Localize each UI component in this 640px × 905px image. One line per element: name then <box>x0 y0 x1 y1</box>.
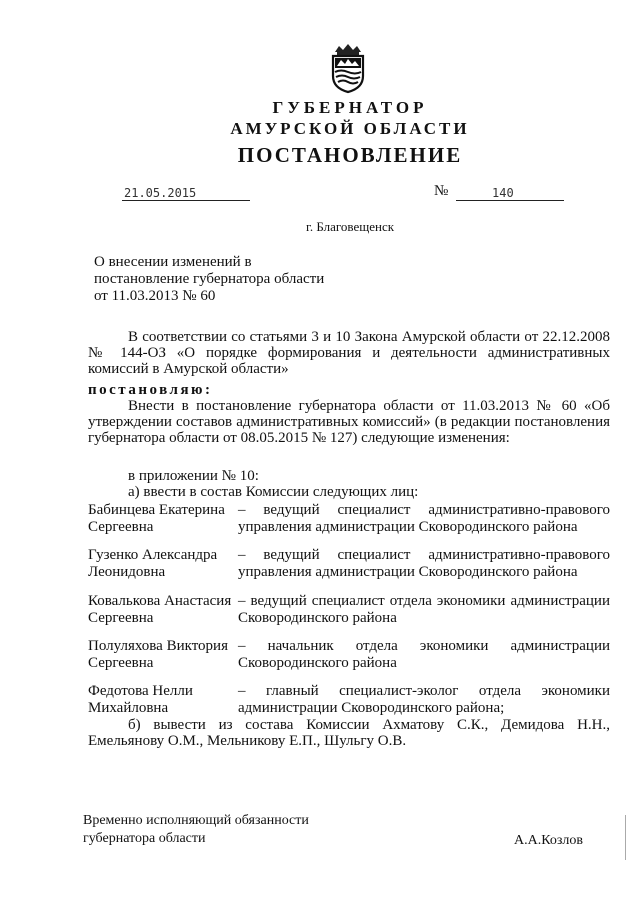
person-name: Полуляхова Виктория Сергеевна <box>88 638 228 671</box>
document-number: 140 <box>492 186 514 200</box>
item-b-paragraph: б) вывести из состава Комиссии Ахматову С.К., Демидова Н.Н., Емельянову О.М., Мельникову Е.П., Шульгу О.В. <box>88 717 610 749</box>
date-underline <box>122 200 250 201</box>
person-name: Гузенко Александра Леонидовна <box>88 547 218 580</box>
person-description: – ведущий специалист административно-правового управления администрации Сковородинского района <box>238 502 610 535</box>
signature-title-line1: Временно исполняющий обязанности <box>83 813 309 828</box>
person-description: – ведущий специалист отдела экономики администрации Сковородинского района <box>238 593 610 626</box>
decree-word: постановляю: <box>88 382 213 398</box>
preamble-paragraph: В соответствии со статьями 3 и 10 Закона Амурской области от 22.12.2008 № 144-ОЗ «О порядке формирования и деятельности административных комиссий в Амурской области» <box>88 329 610 377</box>
coat-of-arms-emblem <box>327 42 369 94</box>
item-a-line: а) ввести в состав Комиссии следующих лиц: <box>128 484 419 500</box>
person-name: Федотова Нелли Михайловна <box>88 683 193 716</box>
person-description: – начальник отдела экономики администрации Сковородинского района <box>238 638 610 671</box>
person-name: Бабинцева Екатерина Сергеевна <box>88 502 225 535</box>
city: г. Благовещенск <box>305 219 395 234</box>
header-line1: ГУБЕРНАТОР <box>272 98 428 117</box>
document-date: 21.05.2015 <box>124 186 197 200</box>
amendment-paragraph: Внести в постановление губернатора области от 11.03.2013 № 60 «Об утверждении составов административных комиссий» (в редакции постановления губернатора области от 08.05.2015 № 127) следующие изменения: <box>88 398 610 446</box>
header-line2: АМУРСКОЙ ОБЛАСТИ <box>230 119 470 138</box>
person-description: – главный специалист-эколог отдела экономики администрации Сковородинского района; <box>238 683 610 716</box>
number-underline <box>456 200 564 201</box>
margin-mark <box>625 815 636 860</box>
appendix-line: в приложении № 10: <box>128 468 259 484</box>
person-description: – ведущий специалист административно-правового управления администрации Сковородинского района <box>238 547 610 580</box>
document-title: О внесении изменений в постановление губернатора области от 11.03.2013 № 60 <box>94 254 325 304</box>
person-name: Ковалькова Анастасия Сергеевна <box>88 593 232 626</box>
signature-block <box>83 812 309 848</box>
signature-title-line2: губернатора области <box>83 831 206 846</box>
signatory-name: А.А.Козлов <box>514 833 583 848</box>
number-sign: № <box>434 183 449 199</box>
document-type: ПОСТАНОВЛЕНИЕ <box>237 143 463 167</box>
